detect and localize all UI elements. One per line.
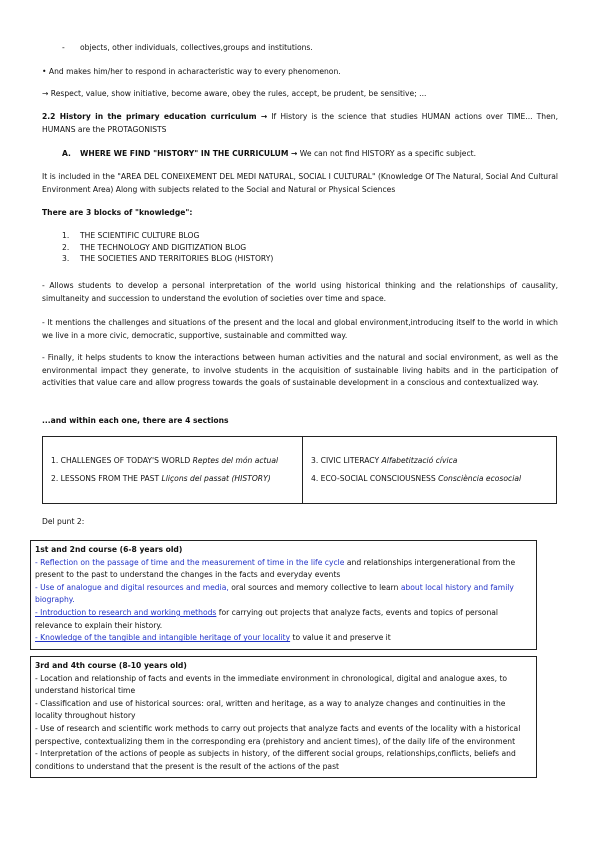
section-1: 1. CHALLENGES OF TODAY'S WORLD Reptes del món actual xyxy=(51,456,279,465)
blocks-heading: There are 3 blocks of "knowledge": xyxy=(42,208,193,217)
blocks-list xyxy=(62,230,273,265)
included-paragraph: It is included in the "AREA DEL CONEIXEMENT DEL MEDI NATURAL, SOCIAL I CULTURAL" (Knowledge Of The Natural, Social And Cultural Environment Area) Along with subjects related to the Social and Natural or Physical Sciences xyxy=(42,172,558,194)
section-a-heading: WHERE WE FIND "HISTORY" IN THE CURRICULUM → xyxy=(80,149,298,158)
course-box-3-4 xyxy=(30,656,537,778)
section-2-2 xyxy=(42,111,558,136)
values-bullet: → Respect, value, show initiative, become aware, obey the rules, accept, be prudent, be sensitive; ... xyxy=(42,89,427,98)
sections-cell-right xyxy=(303,437,557,504)
list-item: - Interpretation of the actions of people as subjects in history, of the different social groups, relationships,conflicts, beliefs and conditions to understand that the present is the result of the actions of the past xyxy=(35,749,516,771)
list-item: - Reflection on the passage of time and the measurement of time in the life cycle and relationships intergenerational from the present to the past to understand the changes in the facts and everyday events xyxy=(35,557,516,580)
response-bullet: • And makes him/her to respond in acharacteristic way to every phenomenon. xyxy=(42,67,341,76)
section-2-2-text: If History is the science that studies HUMAN actions over TIME... Then, HUMANS are the PROTAGONISTS xyxy=(42,112,558,134)
paragraph-interactions: - Finally, it helps students to know the interactions between human activities and the natural and social environment, as well as the environmental impact they generate, to involve students in the acquisition of sustainable living habits and in the participation of activities that value care and allow progress towards the goals of sustainable development in a conscious and contextualized way. xyxy=(42,353,558,388)
section-a-letter: A. xyxy=(62,149,71,158)
del-punt-label: Del punt 2: xyxy=(42,517,85,526)
section-a xyxy=(62,148,558,161)
section-3: 3. CIVIC LITERACY Alfabetització cívica xyxy=(311,456,458,465)
list-item: - Location and relationship of facts and events in the immediate environment in chronological, digital and analogue axes, to understand historical time xyxy=(35,673,508,696)
section-4: 4. ECO-SOCIAL CONSCIOUSNESS Consciència ecosocial xyxy=(311,474,522,483)
section-a-text: We can not find HISTORY as a specific subject. xyxy=(297,149,477,158)
list-item: - Use of research and scientific work methods to carry out projects that analyze facts and events of the locality with a historical perspective, contextualizing them in the corresponding era (prehistory and ancient times), of the daily life of the environment xyxy=(35,723,521,746)
sections-cell-left xyxy=(43,437,303,504)
list-item: 1. THE SCIENTIFIC CULTURE BLOG xyxy=(62,231,200,240)
list-item: - Introduction to research and working methods for carrying out projects that analyze facts, events and topics of personal relevance to explain their history. xyxy=(35,607,499,630)
section-2-2-heading: 2.2 History in the primary education curriculum → xyxy=(42,112,268,121)
dash-list-item: - objects, other individuals, collectives,groups and institutions. xyxy=(62,43,313,52)
list-item: - Use of analogue and digital resources and media, oral sources and memory collective to learn about local history and family biography. xyxy=(35,582,514,605)
sections-table xyxy=(42,436,557,504)
paragraph-challenges: - It mentions the challenges and situations of the present and the local and global environment,introducing itself to the world in which we live in a more civic, democratic, supportive, sustainable and committed way. xyxy=(42,318,558,340)
sections-heading: ...and within each one, there are 4 sections xyxy=(42,416,229,425)
list-item: 3. THE SOCIETIES AND TERRITORIES BLOG (HISTORY) xyxy=(62,254,274,264)
course-1-2-heading: 1st and 2nd course (6-8 years old) xyxy=(35,545,183,554)
list-item: - Classification and use of historical sources: oral, written and heritage, as a way to analyze changes and continuities in the locality throughout history xyxy=(35,698,506,721)
list-item: - Knowledge of the tangible and intangible heritage of your locality to value it and preserve it xyxy=(35,633,391,643)
section-2: 2. LESSONS FROM THE PAST Lliçons del passat (HISTORY) xyxy=(51,474,271,483)
course-3-4-heading: 3rd and 4th course (8-10 years old) xyxy=(35,661,187,670)
list-item: 2. THE TECHNOLOGY AND DIGITIZATION BLOG xyxy=(62,242,247,252)
paragraph-causality: - Allows students to develop a personal interpretation of the world using historical thinking and the relationships of causality, simultaneity and succession to understand the evolution of societies over time and space. xyxy=(42,281,558,303)
course-box-1-2 xyxy=(30,540,537,650)
